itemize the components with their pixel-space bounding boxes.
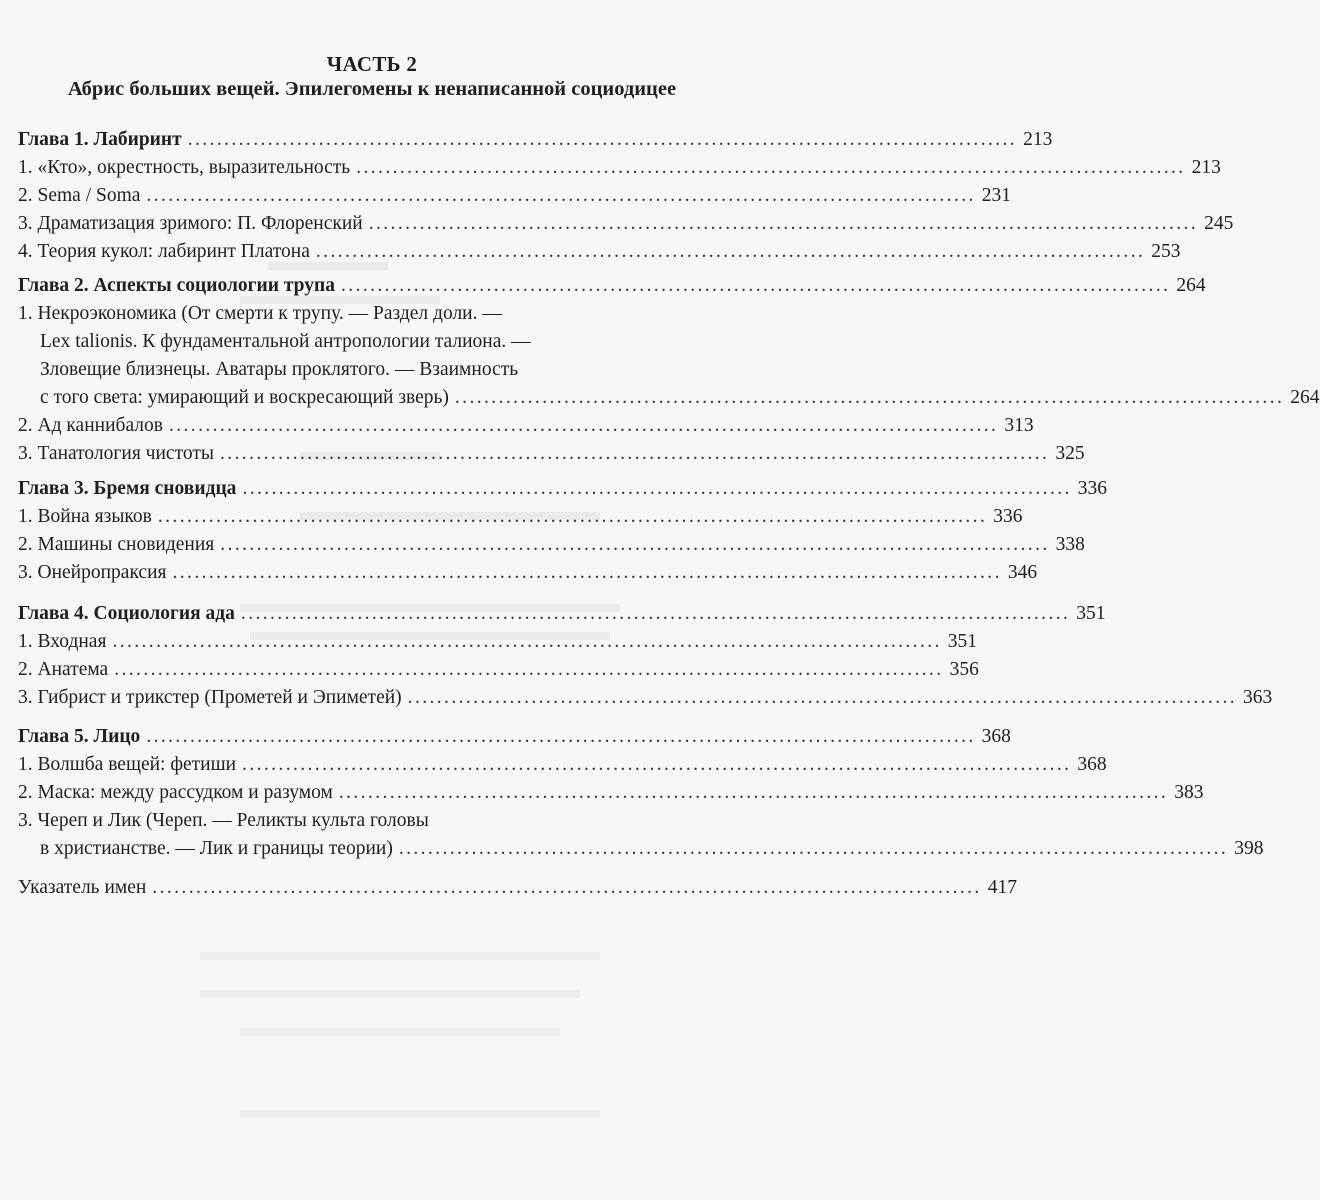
entry-title: 1. «Кто», окрестность, выразительность bbox=[18, 157, 351, 178]
chapter-title: Глава 2. Аспекты социологии трупа bbox=[18, 275, 336, 296]
dot-leader: .................................................................................................................. bbox=[220, 534, 1050, 555]
dot-leader: .................................................................................................................. bbox=[152, 877, 982, 898]
entry-title: 2. Машины сновидения bbox=[18, 534, 215, 555]
dot-leader: .................................................................................................................. bbox=[407, 687, 1238, 708]
toc-entry-line[interactable]: Зловещие близнецы. Аватары проклятого. — Взаимность bbox=[40, 359, 519, 380]
page-number: 213 bbox=[1191, 157, 1221, 178]
toc-entry[interactable] bbox=[18, 751, 1107, 779]
dot-leader: .................................................................................................................. bbox=[157, 506, 988, 527]
toc-chapter-3[interactable] bbox=[18, 475, 1108, 503]
toc-entry[interactable] bbox=[18, 210, 1234, 238]
toc-entry[interactable] bbox=[18, 684, 1273, 712]
dot-leader: .................................................................................................................. bbox=[187, 129, 1018, 150]
dot-leader: .................................................................................................................. bbox=[356, 157, 1186, 178]
page-number: 313 bbox=[1004, 415, 1034, 436]
page-number: 336 bbox=[1077, 478, 1108, 499]
entry-title: 3. Драматизация зримого: П. Флоренский bbox=[18, 213, 363, 234]
toc-index[interactable] bbox=[18, 874, 1017, 902]
entry-title: 1. Война языков bbox=[18, 506, 152, 527]
toc-entry-line[interactable]: 1. Некроэкономика (От смерти к трупу. — Раздел доли. — bbox=[18, 303, 502, 324]
page-number: 338 bbox=[1055, 534, 1085, 555]
chapter-title: Глава 1. Лабиринт bbox=[18, 129, 182, 150]
toc-entry[interactable] bbox=[40, 384, 1320, 412]
dot-leader: .................................................................................................................. bbox=[146, 185, 976, 206]
page-number: 325 bbox=[1055, 443, 1085, 464]
dot-leader: .................................................................................................................. bbox=[368, 213, 1199, 234]
page-number: 351 bbox=[947, 631, 978, 652]
entry-title: 2. Ад каннибалов bbox=[18, 415, 163, 436]
toc-entry[interactable] bbox=[18, 182, 1012, 210]
part-title: Абрис больших вещей. Эпилегомены к ненаписанной социодицее bbox=[67, 78, 677, 100]
entry-title: с того света: умирающий и воскресающий зверь) bbox=[40, 387, 449, 408]
toc-entry[interactable] bbox=[18, 779, 1204, 807]
chapter-title: Глава 4. Социология ада bbox=[18, 603, 235, 624]
dot-leader: .................................................................................................................. bbox=[398, 838, 1229, 859]
dot-leader: .................................................................................................................. bbox=[146, 726, 976, 747]
entry-title: 4. Теория кукол: лабиринт Платона bbox=[18, 241, 310, 262]
page-number: 231 bbox=[981, 185, 1012, 206]
page-number: 253 bbox=[1151, 241, 1181, 262]
dot-leader: .................................................................................................................. bbox=[341, 275, 1171, 296]
toc-entry[interactable] bbox=[18, 531, 1085, 559]
dot-leader: .................................................................................................................. bbox=[114, 659, 944, 680]
toc-entry-line[interactable]: Lex talionis. К фундаментальной антропологии талиона. — bbox=[40, 331, 531, 352]
entry-title: в христианстве. — Лик и границы теории) bbox=[40, 838, 393, 859]
dot-leader: .................................................................................................................. bbox=[168, 415, 999, 436]
page-number: 383 bbox=[1174, 782, 1204, 803]
entry-title: 3. Гибрист и трикстер (Прометей и Эпиметей) bbox=[18, 687, 402, 708]
page-number: 363 bbox=[1243, 687, 1273, 708]
toc-chapter-5[interactable] bbox=[18, 723, 1011, 751]
toc-entry[interactable] bbox=[40, 835, 1264, 863]
page-number: 213 bbox=[1023, 129, 1053, 150]
toc-entry[interactable] bbox=[18, 559, 1038, 587]
entry-title: 3. Танатология чистоты bbox=[18, 443, 214, 464]
chapter-title: Глава 5. Лицо bbox=[18, 726, 141, 747]
page-number: 264 bbox=[1290, 387, 1320, 408]
page-number: 346 bbox=[1007, 562, 1038, 583]
entry-title: 3. Онейропраксия bbox=[18, 562, 167, 583]
toc-entry-line[interactable]: 3. Череп и Лик (Череп. — Реликты культа головы bbox=[18, 810, 429, 831]
page-number: 398 bbox=[1234, 838, 1264, 859]
page-number: 351 bbox=[1076, 603, 1106, 624]
toc-entry[interactable] bbox=[18, 656, 979, 684]
page-number: 368 bbox=[981, 726, 1011, 747]
dot-leader: .................................................................................................................. bbox=[454, 387, 1285, 408]
entry-title: 1. Волшба вещей: фетиши bbox=[18, 754, 237, 775]
toc-entry[interactable] bbox=[18, 412, 1034, 440]
toc-chapter-1[interactable] bbox=[18, 126, 1053, 154]
entry-title: 2. Маска: между рассудком и разумом bbox=[18, 782, 333, 803]
dot-leader: .................................................................................................................. bbox=[172, 562, 1002, 583]
dot-leader: .................................................................................................................. bbox=[242, 754, 1072, 775]
entry-title: 2. Sema / Soma bbox=[18, 185, 141, 206]
dot-leader: .................................................................................................................. bbox=[315, 241, 1146, 262]
entry-title: 1. Входная bbox=[18, 631, 107, 652]
dot-leader: .................................................................................................................. bbox=[242, 478, 1072, 499]
part-label: ЧАСТЬ 2 bbox=[326, 52, 418, 76]
dot-leader: .................................................................................................................. bbox=[112, 631, 942, 652]
page-number: 417 bbox=[987, 877, 1017, 898]
page-number: 264 bbox=[1176, 275, 1206, 296]
dot-leader: .................................................................................................................. bbox=[240, 603, 1071, 624]
page-number: 336 bbox=[993, 506, 1023, 527]
page-number: 245 bbox=[1204, 213, 1234, 234]
page-number: 356 bbox=[949, 659, 979, 680]
toc-entry[interactable] bbox=[18, 154, 1221, 182]
chapter-title: Глава 3. Бремя сновидца bbox=[18, 478, 237, 499]
index-title: Указатель имен bbox=[18, 877, 147, 898]
dot-leader: .................................................................................................................. bbox=[338, 782, 1169, 803]
entry-title: 2. Анатема bbox=[18, 659, 109, 680]
dot-leader: .................................................................................................................. bbox=[219, 443, 1050, 464]
page-number: 368 bbox=[1077, 754, 1107, 775]
